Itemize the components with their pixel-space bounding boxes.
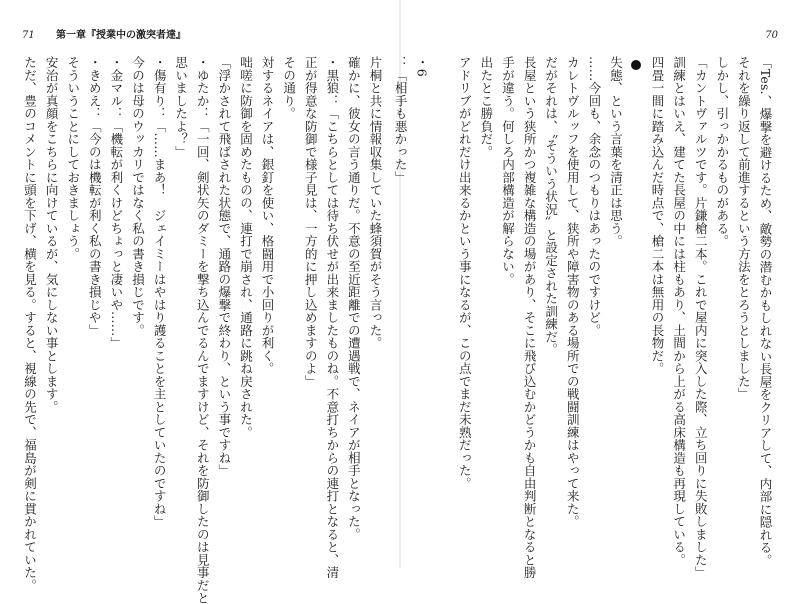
text-line: 今のは母のウッカリではなく私の書き損じです。 (130, 56, 146, 337)
text-line: 訓練とはいえ、建てた長屋の中には柱もあり、土間から上がる高床構造も再現している。 (671, 56, 687, 566)
text-line: ・ゆたか：「一回、剣状矢のダミーを撃ち込んでるんでますけど、それを防御したのは見事だと (195, 56, 211, 604)
text-line: 思いましたよ？」 (173, 56, 189, 158)
text-line: ・きめえ：「今のは機転が利く私の書き損じや」 (87, 56, 103, 337)
right-page (393, 0, 800, 579)
text-line: 正が得意な防御で様子見は、一方的に押し込めますのよ」 (303, 56, 319, 388)
text-line: 出たとこ勝負だ。 (478, 56, 494, 158)
text-line: ただ、豊のコメントに頭を下げ、横を見る。すると、視線の先で、福島が剣に貫かれていた。 (22, 56, 38, 592)
text-line: ……今回も、余念のつもりはあったのですけど。 (586, 56, 602, 337)
text-line: それを繰り返して前進するという方法をとろうとしました」 (736, 56, 752, 401)
section-break-dot-icon (631, 60, 641, 70)
text-line: 長屋という狭所かつ複雑な構造の場があり、そこに飛び込むかどうかも自由判断となると勝 (522, 56, 538, 579)
text-line: 失態、という言葉を清正は思う。 (608, 56, 624, 248)
text-line: カレトヴルッフを使用して、狭所や障害物のある場所での戦闘訓練はやって来た。 (565, 56, 581, 528)
text-line: ：「相手も悪かった」 (393, 56, 409, 184)
text-line: ・黒狼：「こちらとしては待ち伏せが出来ましたものね。不意打ちからの連打となると、清 (324, 56, 340, 579)
right-page-number: 70 (765, 30, 778, 41)
text-line: 「浮かされて飛ばされた状態で、通路の爆撃で終わり、という事ですね」 (216, 56, 232, 477)
text-line: その通り。 (281, 56, 297, 120)
text-line: 手が違う。何しろ内部構造が解らない。 (500, 56, 516, 286)
text-line: 確かに、彼女の言う通りだ。不意の至近距離での遭遇戦で、ネイアが相手となった。 (346, 56, 362, 541)
left-page-number: 71 (22, 30, 35, 41)
text-line: 片桐と共に情報収集していた蜂須賀がそう言った。 (368, 56, 383, 350)
text-line: ・傷有り：「……まあ！ ジェイミーはやはり護ることを主としていたのですね」 (152, 56, 168, 528)
text-line: そういうことにしておきましょう。 (65, 56, 81, 260)
text-line: 「カントヴァルツです。片鎌槍二本。これで屋内に突入した際、立ち回りに失敗しました」 (693, 56, 709, 579)
left-page-text (22, 56, 386, 604)
text-line: しかし、引っかかるものがある。 (714, 56, 730, 248)
right-page-text (393, 56, 776, 579)
text-line: 「Tes.、爆撃を避けるため、敵勢の潜むかもしれない長屋をクリアして、内部に隠れる。 (758, 56, 773, 567)
text-line: 咄嗟に防御を固めたものの、連打で崩され、通路に跳ね戻された。 (238, 56, 254, 439)
text-line: ・金マル：「機転が利くけどちょっと凄いや……」 (108, 56, 124, 350)
text-line: 安治が真顔をこちらに向けているが、気にしない事とします。 (44, 56, 60, 413)
text-line: 四畳一間に踏み込んだ時点で、槍二本は無用の長物だ。 (650, 56, 666, 375)
text-line: 対するネイアは、銀釘を使い、格闘用で小回りが利く。 (260, 56, 276, 375)
text-line: ・6 (414, 56, 430, 77)
running-head: 第一章『授業中の激突者達』 (56, 30, 186, 41)
text-line: だがそれは、〝そういう状況〟と設定された訓練だ。 (543, 56, 559, 356)
blank-line (433, 56, 454, 536)
text-line: アドリブがどれだけ出来るかという事になるが、この点でまだ未熟だった。 (457, 56, 473, 490)
